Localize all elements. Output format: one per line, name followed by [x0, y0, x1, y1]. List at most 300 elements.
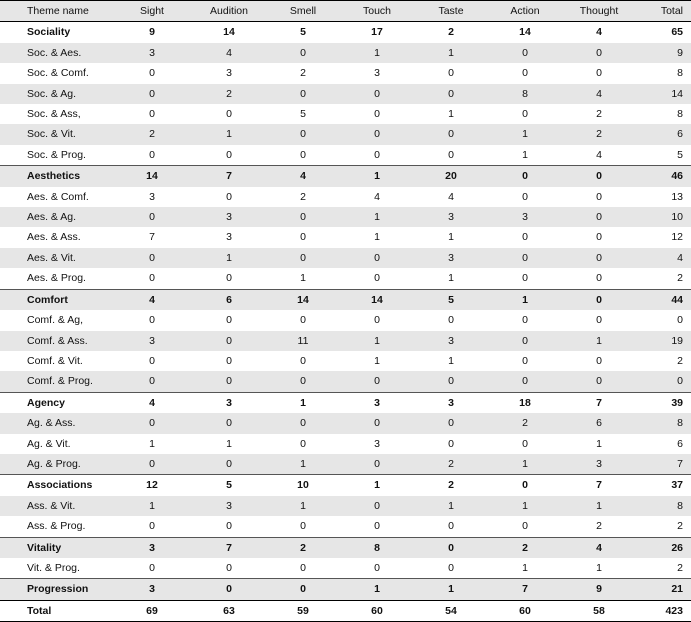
sub-theme-row — [0, 84, 691, 104]
header-smell: Smell — [266, 1, 340, 22]
cell-action: 18 — [488, 392, 562, 413]
total-smell: 59 — [266, 600, 340, 621]
row-label: Soc. & Ass, — [27, 108, 81, 121]
cell-total: 2 — [677, 272, 683, 285]
row-label: Sociality — [0, 22, 112, 43]
cell-total: 8 — [636, 413, 691, 433]
row-label: Aes. & Comf. — [27, 190, 89, 203]
cell-audition: 3 — [226, 67, 232, 80]
cell-audition: 14 — [192, 22, 266, 43]
cell-total: 13 — [671, 190, 683, 203]
cell-audition: 0 — [192, 371, 266, 392]
sub-theme-row — [0, 454, 691, 475]
cell-touch: 1 — [340, 43, 414, 63]
cell-total: 4 — [636, 248, 691, 268]
cell-total: 44 — [636, 289, 691, 310]
cell-smell: 1 — [266, 496, 340, 516]
table-footer — [0, 600, 691, 621]
cell-total: 0 — [677, 314, 683, 327]
cell-taste: 4 — [448, 190, 454, 203]
total-row — [0, 600, 691, 621]
cell-touch: 0 — [340, 124, 414, 144]
cell-audition: 0 — [192, 331, 266, 351]
cell-taste: 0 — [448, 520, 454, 533]
row-label: Vit. & Prog. — [27, 561, 80, 574]
cell-total: 6 — [677, 437, 683, 450]
sub-theme-row — [0, 331, 691, 351]
row-label: Soc. & Vit. — [0, 124, 112, 144]
theme-row — [0, 392, 691, 413]
table-header — [0, 1, 691, 22]
cell-action: 0 — [522, 520, 528, 533]
cell-audition: 6 — [192, 289, 266, 310]
theme-row — [0, 537, 691, 558]
sub-theme-row — [0, 187, 691, 207]
theme-row — [0, 579, 691, 600]
cell-sight: 0 — [112, 371, 192, 392]
row-label: Ag. & Prog. — [0, 454, 112, 475]
cell-sight: 0 — [149, 108, 155, 121]
cell-taste: 3 — [414, 248, 488, 268]
cell-thought: 1 — [596, 437, 602, 450]
cell-total: 2 — [677, 520, 683, 533]
cell-audition: 0 — [226, 354, 232, 367]
cell-audition: 2 — [192, 84, 266, 104]
cell-taste: 1 — [414, 43, 488, 63]
cell-total: 2 — [677, 354, 683, 367]
cell-taste: 2 — [414, 22, 488, 43]
cell-taste: 0 — [414, 371, 488, 392]
cell-smell: 14 — [266, 289, 340, 310]
total-taste: 54 — [414, 600, 488, 621]
header-theme-name: Theme name — [0, 1, 112, 22]
cell-smell: 1 — [300, 272, 306, 285]
cell-total: 65 — [636, 22, 691, 43]
theme-row — [0, 289, 691, 310]
cell-thought: 4 — [562, 84, 636, 104]
cell-action: 1 — [488, 124, 562, 144]
cell-sight: 3 — [112, 537, 192, 558]
cell-sight: 4 — [112, 392, 192, 413]
cell-taste: 1 — [414, 579, 488, 600]
cell-total: 26 — [636, 537, 691, 558]
cell-taste: 1 — [448, 108, 454, 121]
cell-taste: 0 — [414, 413, 488, 433]
cell-audition: 7 — [192, 166, 266, 187]
cell-touch: 0 — [340, 84, 414, 104]
cell-touch: 0 — [340, 248, 414, 268]
total-thought: 58 — [562, 600, 636, 621]
row-label: Ass. & Vit. — [0, 496, 112, 516]
cell-touch: 0 — [340, 454, 414, 475]
cell-thought: 7 — [562, 392, 636, 413]
cell-sight: 0 — [149, 561, 155, 574]
row-label: Associations — [0, 475, 112, 496]
cell-touch: 1 — [340, 207, 414, 227]
row-label: Soc. & Prog. — [27, 148, 86, 161]
cell-taste: 1 — [414, 496, 488, 516]
cell-thought: 2 — [596, 520, 602, 533]
cell-sight: 2 — [112, 124, 192, 144]
cell-total: 12 — [671, 231, 683, 244]
cell-thought: 4 — [562, 537, 636, 558]
cell-action: 0 — [488, 475, 562, 496]
header-audition: Audition — [192, 1, 266, 22]
header-thought: Thought — [562, 1, 636, 22]
row-label: Aes. & Prog. — [27, 272, 86, 285]
cell-taste: 0 — [414, 124, 488, 144]
header-row — [0, 1, 691, 22]
cell-touch: 3 — [340, 392, 414, 413]
sub-theme-row — [0, 248, 691, 268]
cell-audition: 0 — [226, 272, 232, 285]
cell-total: 6 — [636, 124, 691, 144]
cell-total: 14 — [636, 84, 691, 104]
cell-sight: 0 — [149, 314, 155, 327]
cell-sight: 0 — [112, 248, 192, 268]
cell-thought: 0 — [596, 231, 602, 244]
cell-smell: 10 — [266, 475, 340, 496]
cell-smell: 1 — [266, 392, 340, 413]
row-label: Aes. & Vit. — [0, 248, 112, 268]
cell-smell: 0 — [266, 371, 340, 392]
sub-theme-row — [0, 124, 691, 144]
cell-thought: 1 — [562, 331, 636, 351]
cell-action: 2 — [488, 413, 562, 433]
cell-action: 0 — [522, 354, 528, 367]
cell-thought: 1 — [596, 561, 602, 574]
cell-smell: 0 — [266, 43, 340, 63]
cell-taste: 0 — [414, 537, 488, 558]
cell-audition: 4 — [192, 43, 266, 63]
cell-action: 0 — [488, 43, 562, 63]
cell-thought: 3 — [562, 454, 636, 475]
cell-audition: 3 — [226, 231, 232, 244]
cell-smell: 0 — [300, 437, 306, 450]
cell-audition: 0 — [192, 454, 266, 475]
cell-touch: 0 — [374, 148, 380, 161]
sub-theme-row — [0, 310, 691, 330]
row-label: Soc. & Comf. — [27, 67, 89, 80]
row-label: Comf. & Vit. — [27, 354, 83, 367]
sub-theme-row — [0, 413, 691, 433]
row-label: Aes. & Ass. — [27, 231, 81, 244]
cell-action: 0 — [522, 67, 528, 80]
cell-touch: 1 — [340, 475, 414, 496]
cell-sight: 1 — [112, 496, 192, 516]
cell-total: 8 — [677, 108, 683, 121]
cell-taste: 20 — [414, 166, 488, 187]
cell-audition: 1 — [226, 437, 232, 450]
header-sight: Sight — [112, 1, 192, 22]
cell-sight: 0 — [149, 67, 155, 80]
cell-audition: 0 — [226, 108, 232, 121]
cell-action: 8 — [488, 84, 562, 104]
cell-audition: 0 — [226, 148, 232, 161]
row-label: Comf. & Ass. — [0, 331, 112, 351]
cell-smell: 0 — [300, 314, 306, 327]
cell-audition: 5 — [192, 475, 266, 496]
cell-touch: 3 — [374, 67, 380, 80]
cell-thought: 1 — [562, 496, 636, 516]
cell-smell: 0 — [266, 124, 340, 144]
cell-action: 3 — [488, 207, 562, 227]
total-touch: 60 — [340, 600, 414, 621]
cell-action: 0 — [522, 231, 528, 244]
cell-touch: 1 — [340, 166, 414, 187]
cell-sight: 12 — [112, 475, 192, 496]
cell-audition: 3 — [192, 207, 266, 227]
cell-touch: 0 — [340, 496, 414, 516]
cell-taste: 3 — [414, 392, 488, 413]
cell-sight: 7 — [149, 231, 155, 244]
cell-thought: 0 — [596, 190, 602, 203]
cell-touch: 0 — [374, 314, 380, 327]
cell-taste: 0 — [414, 84, 488, 104]
cell-thought: 0 — [562, 371, 636, 392]
cell-smell: 0 — [266, 248, 340, 268]
header-action: Action — [488, 1, 562, 22]
cell-thought: 0 — [562, 207, 636, 227]
cell-smell: 2 — [300, 190, 306, 203]
row-label: Aes. & Ag. — [0, 207, 112, 227]
cell-total: 37 — [636, 475, 691, 496]
cell-sight: 0 — [149, 272, 155, 285]
cell-taste: 1 — [448, 354, 454, 367]
total-action: 60 — [488, 600, 562, 621]
cell-action: 1 — [522, 148, 528, 161]
cell-taste: 2 — [414, 475, 488, 496]
cell-thought: 0 — [562, 248, 636, 268]
cell-sight: 0 — [149, 148, 155, 161]
cell-total: 39 — [636, 392, 691, 413]
cell-action: 0 — [522, 437, 528, 450]
sub-theme-row — [0, 227, 691, 247]
theme-row — [0, 166, 691, 187]
cell-audition: 0 — [226, 520, 232, 533]
cell-touch: 0 — [374, 108, 380, 121]
table-body — [0, 22, 691, 600]
cell-audition: 7 — [192, 537, 266, 558]
sub-theme-row — [0, 558, 691, 579]
cell-action: 1 — [522, 561, 528, 574]
total-audition: 63 — [192, 600, 266, 621]
cell-action: 1 — [488, 454, 562, 475]
cell-total: 5 — [677, 148, 683, 161]
cell-smell: 2 — [300, 67, 306, 80]
cell-thought: 2 — [596, 108, 602, 121]
cell-touch: 3 — [374, 437, 380, 450]
cell-action: 0 — [522, 272, 528, 285]
cell-taste: 1 — [448, 231, 454, 244]
cell-thought: 0 — [596, 272, 602, 285]
cell-smell: 0 — [266, 84, 340, 104]
cell-smell: 0 — [300, 231, 306, 244]
cell-touch: 1 — [340, 579, 414, 600]
cell-sight: 9 — [112, 22, 192, 43]
cell-thought: 4 — [596, 148, 602, 161]
cell-touch: 14 — [340, 289, 414, 310]
cell-thought: 0 — [596, 314, 602, 327]
cell-action: 0 — [488, 166, 562, 187]
cell-action: 2 — [488, 537, 562, 558]
row-label: Comf. & Ag, — [27, 314, 84, 327]
cell-taste: 3 — [414, 331, 488, 351]
header-touch: Touch — [340, 1, 414, 22]
cell-taste: 5 — [414, 289, 488, 310]
cell-audition: 0 — [226, 561, 232, 574]
cell-total: 10 — [636, 207, 691, 227]
cell-taste: 1 — [448, 272, 454, 285]
cell-sight: 0 — [112, 454, 192, 475]
cell-total: 21 — [636, 579, 691, 600]
row-label: Agency — [0, 392, 112, 413]
row-label: Ass. & Prog. — [27, 520, 86, 533]
cell-smell: 0 — [300, 148, 306, 161]
cell-sight: 3 — [112, 43, 192, 63]
row-label: Vitality — [0, 537, 112, 558]
row-label: Progression — [0, 579, 112, 600]
cell-thought: 4 — [562, 22, 636, 43]
cell-sight: 3 — [112, 331, 192, 351]
total-label: Total — [0, 600, 112, 621]
sub-theme-row — [0, 434, 691, 454]
cell-smell: 5 — [300, 108, 306, 121]
row-label: Ag. & Ass. — [0, 413, 112, 433]
cell-thought: 2 — [562, 124, 636, 144]
cell-thought: 6 — [562, 413, 636, 433]
cell-touch: 0 — [340, 371, 414, 392]
cell-audition: 3 — [192, 496, 266, 516]
cell-thought: 0 — [562, 166, 636, 187]
sub-theme-row — [0, 371, 691, 392]
cell-smell: 2 — [266, 537, 340, 558]
cell-touch: 17 — [340, 22, 414, 43]
cell-thought: 0 — [562, 43, 636, 63]
cell-taste: 0 — [448, 148, 454, 161]
cell-touch: 4 — [374, 190, 380, 203]
cell-action: 1 — [488, 289, 562, 310]
cell-touch: 0 — [340, 413, 414, 433]
cell-sight: 3 — [149, 190, 155, 203]
row-label: Soc. & Ag. — [0, 84, 112, 104]
sub-theme-row — [0, 496, 691, 516]
cell-action: 14 — [488, 22, 562, 43]
cell-sight: 0 — [112, 413, 192, 433]
total-sight: 69 — [112, 600, 192, 621]
row-label: Comf. & Prog. — [0, 371, 112, 392]
cell-total: 9 — [636, 43, 691, 63]
cell-touch: 0 — [374, 520, 380, 533]
cell-action: 0 — [522, 108, 528, 121]
cell-thought: 0 — [596, 67, 602, 80]
cell-total: 7 — [636, 454, 691, 475]
cell-audition: 3 — [192, 392, 266, 413]
row-label: Aesthetics — [0, 166, 112, 187]
cell-sight: 14 — [112, 166, 192, 187]
sub-theme-row — [0, 351, 691, 371]
cell-audition: 0 — [192, 579, 266, 600]
cell-action: 0 — [522, 190, 528, 203]
cell-sight: 4 — [112, 289, 192, 310]
row-label: Soc. & Aes. — [0, 43, 112, 63]
cell-taste: 0 — [448, 561, 454, 574]
cell-smell: 4 — [266, 166, 340, 187]
cell-audition: 1 — [192, 124, 266, 144]
cell-smell: 0 — [266, 579, 340, 600]
cell-total: 0 — [636, 371, 691, 392]
header-total: Total — [636, 1, 691, 22]
cell-thought: 0 — [562, 289, 636, 310]
sub-theme-row — [0, 145, 691, 166]
row-label: Comfort — [0, 289, 112, 310]
sub-theme-row — [0, 104, 691, 124]
cell-smell: 0 — [300, 561, 306, 574]
cell-total: 8 — [677, 67, 683, 80]
cell-sight: 0 — [112, 84, 192, 104]
cell-touch: 1 — [374, 354, 380, 367]
cell-action: 0 — [488, 248, 562, 268]
cell-audition: 0 — [226, 314, 232, 327]
cell-audition: 0 — [192, 413, 266, 433]
cell-action: 0 — [488, 371, 562, 392]
cell-taste: 0 — [448, 67, 454, 80]
sub-theme-row — [0, 43, 691, 63]
cell-total: 46 — [636, 166, 691, 187]
cell-total: 2 — [677, 561, 683, 574]
cell-taste: 2 — [414, 454, 488, 475]
cell-audition: 1 — [192, 248, 266, 268]
cell-action: 0 — [522, 314, 528, 327]
sub-theme-row — [0, 63, 691, 83]
cell-total: 19 — [636, 331, 691, 351]
cell-total: 8 — [636, 496, 691, 516]
cell-sight: 1 — [149, 437, 155, 450]
cell-smell: 0 — [266, 207, 340, 227]
cell-action: 7 — [488, 579, 562, 600]
cell-thought: 9 — [562, 579, 636, 600]
cell-taste: 3 — [414, 207, 488, 227]
cell-audition: 0 — [226, 190, 232, 203]
cell-touch: 1 — [374, 231, 380, 244]
cell-taste: 0 — [448, 314, 454, 327]
cell-touch: 1 — [340, 331, 414, 351]
theme-row — [0, 475, 691, 496]
sub-theme-row — [0, 207, 691, 227]
cell-action: 0 — [488, 331, 562, 351]
cell-touch: 0 — [374, 272, 380, 285]
cell-thought: 7 — [562, 475, 636, 496]
cell-sight: 0 — [112, 207, 192, 227]
cell-smell: 11 — [266, 331, 340, 351]
cell-smell: 0 — [266, 413, 340, 433]
cell-touch: 0 — [374, 561, 380, 574]
cell-smell: 5 — [266, 22, 340, 43]
sub-theme-row — [0, 268, 691, 289]
cell-sight: 3 — [112, 579, 192, 600]
theme-row — [0, 22, 691, 43]
cell-touch: 8 — [340, 537, 414, 558]
cell-sight: 0 — [149, 520, 155, 533]
row-label: Ag. & Vit. — [27, 437, 71, 450]
cell-thought: 0 — [596, 354, 602, 367]
total-total: 423 — [636, 600, 691, 621]
cell-action: 1 — [488, 496, 562, 516]
cell-taste: 0 — [448, 437, 454, 450]
cell-smell: 1 — [266, 454, 340, 475]
header-taste: Taste — [414, 1, 488, 22]
sub-theme-row — [0, 516, 691, 537]
